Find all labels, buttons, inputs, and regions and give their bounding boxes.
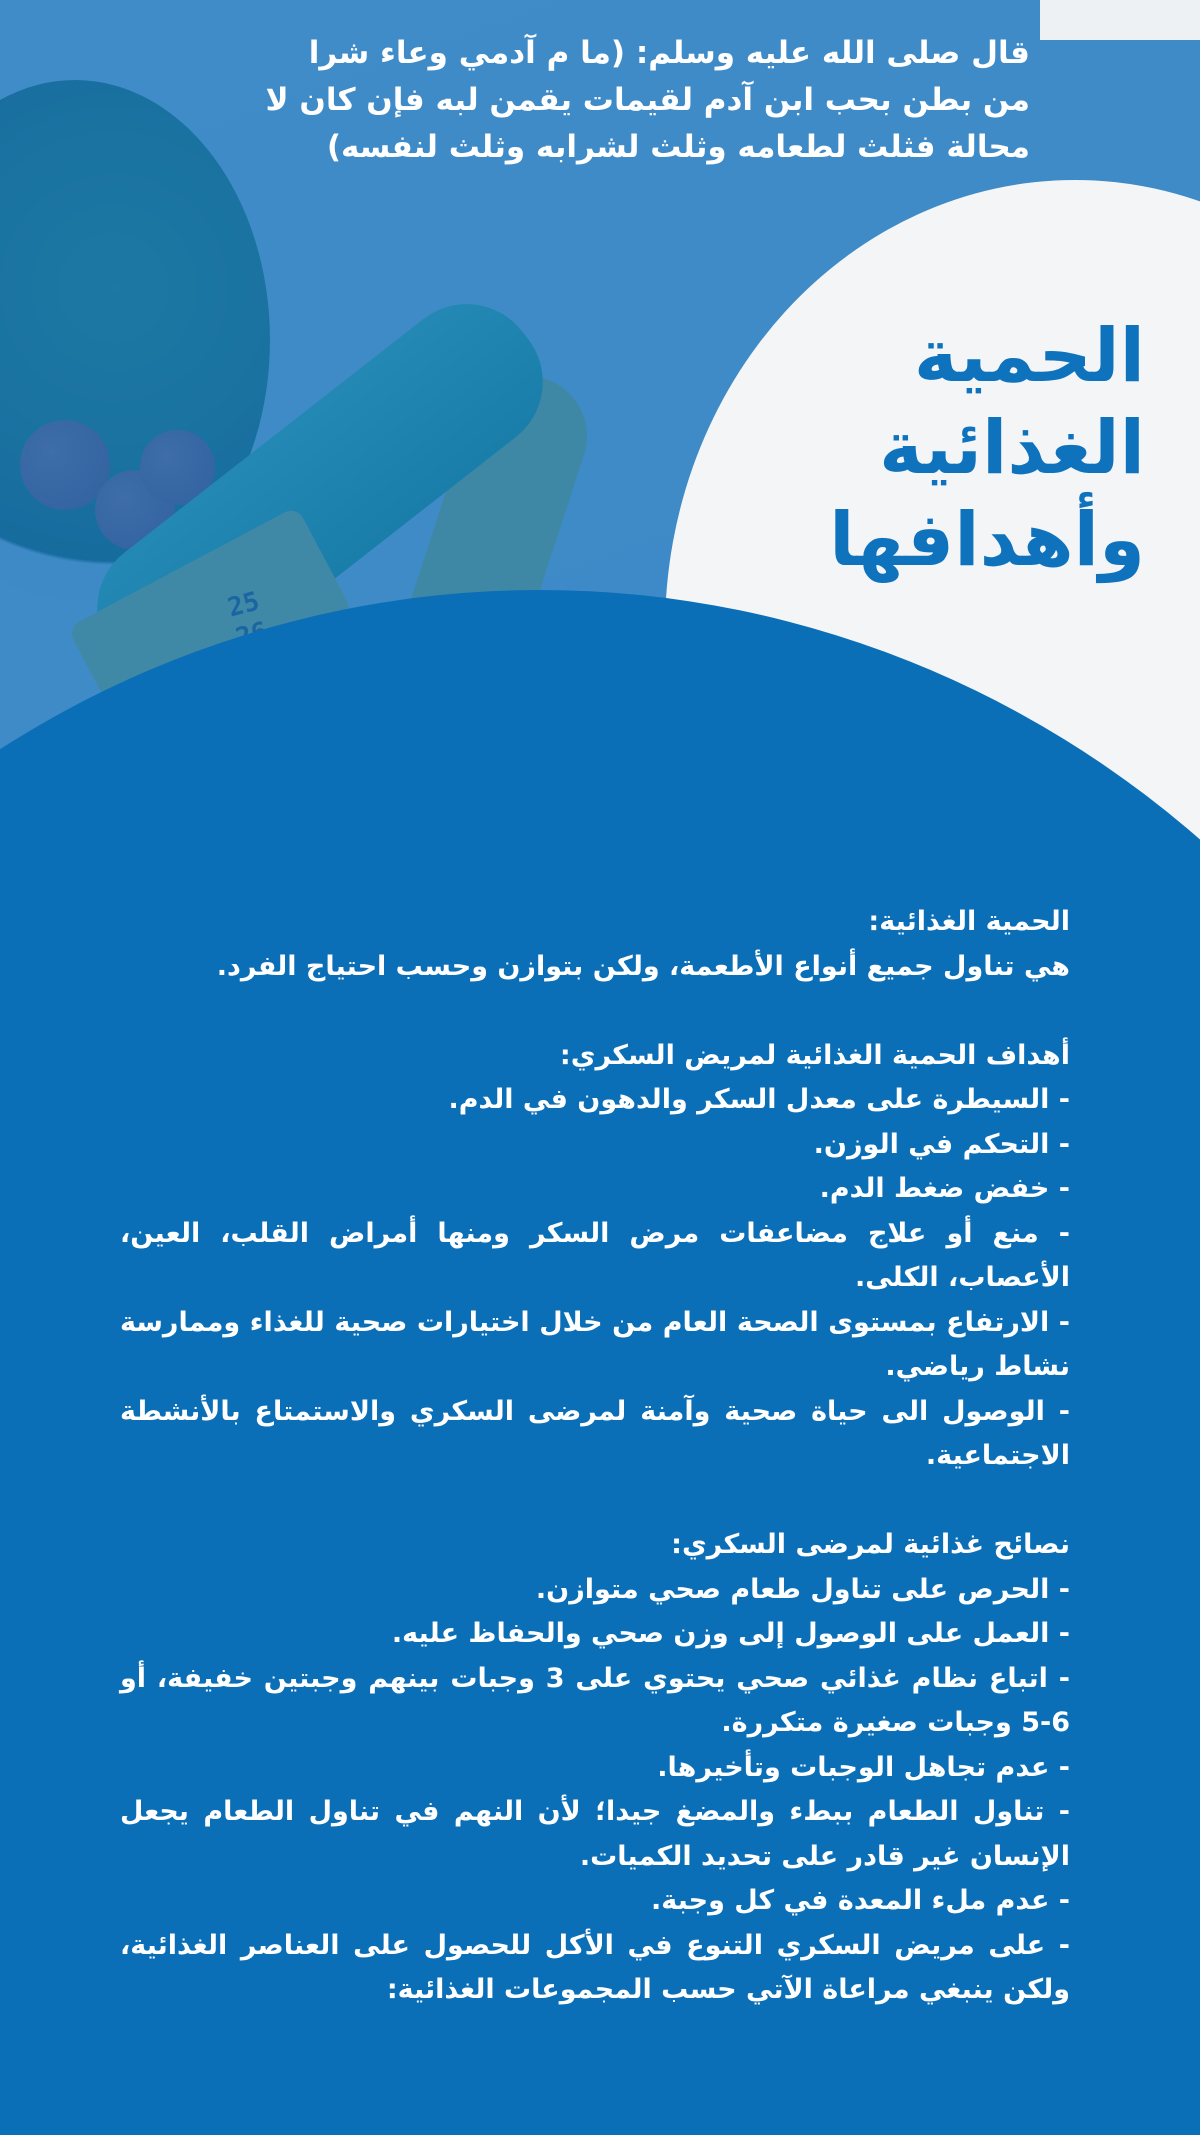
list-item: - الحرص على تناول طعام صحي متوازن. (535, 1573, 1070, 1605)
list-item: - اتباع نظام غذائي صحي يحتوي على 3 وجبات بينهم وجبتين خفيفة، أو 6-5 وجبات صغيرة متكررة. (120, 1662, 1070, 1738)
hadith-line: من بطن بحب ابن آدم لقيمات يقمن لبه فإن كان لا (265, 82, 1030, 118)
page-title (585, 310, 1145, 586)
list-item: - الوصول الى حياة صحية وآمنة لمرضى السكري والاستمتاع بالأنشطة الاجتماعية. (120, 1395, 1070, 1471)
hadith-line: محالة فثلث لطعامه وثلث لشرابه وثلث لنفسه) (326, 129, 1030, 165)
hadith-line: قال صلى الله عليه وسلم: (ما م آدمي وعاء شرا (308, 35, 1030, 71)
list-item: - تناول الطعام ببطء والمضغ جيدا؛ لأن النهم في تناول الطعام يجعل الإنسان غير قادر على تحديد الكميات. (120, 1796, 1070, 1872)
corner-decoration (1040, 0, 1200, 40)
tips-heading: نصائح غذائية لمرضى السكري: (671, 1529, 1070, 1560)
list-item: - السيطرة على معدل السكر والدهون في الدم. (448, 1084, 1070, 1115)
list-item: - على مريض السكري التنوع في الأكل للحصول على العناصر الغذائية، ولكن ينبغي مراعاة الآتي حسب المجموعات الغذائية: (120, 1929, 1070, 2005)
list-item: - التحكم في الوزن. (813, 1128, 1070, 1160)
list-item: - خفض ضغط الدم. (819, 1173, 1070, 1204)
title-line: الحمية (913, 313, 1145, 399)
article-content (120, 900, 1070, 2013)
title-line: وأهدافها (829, 497, 1145, 583)
list-item: - منع أو علاج مضاعفات مرض السكر ومنها أمراض القلب، العين، الأعصاب، الكلى. (120, 1217, 1070, 1293)
goals-heading: أهداف الحمية الغذائية لمريض السكري: (559, 1039, 1070, 1071)
list-item: - الارتفاع بمستوى الصحة العام من خلال اختيارات صحية للغذاء وممارسة نشاط رياضي. (120, 1306, 1070, 1382)
definition-heading: الحمية الغذائية: (868, 906, 1070, 937)
list-item: - عدم تجاهل الوجبات وتأخيرها. (657, 1751, 1070, 1783)
hadith-quote (130, 30, 1030, 171)
list-item: - العمل على الوصول إلى وزن صحي والحفاظ عليه. (391, 1618, 1070, 1649)
definition-text: هي تناول جميع أنواع الأطعمة، ولكن بتوازن وحسب احتياج الفرد. (216, 950, 1070, 982)
title-line: الغذائية (879, 405, 1145, 491)
list-item: - عدم ملء المعدة في كل وجبة. (650, 1885, 1070, 1916)
